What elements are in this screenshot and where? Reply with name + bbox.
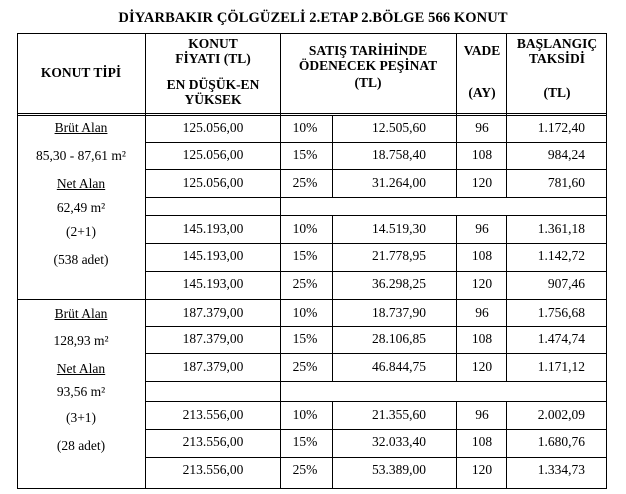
group2-count: (28 adet) <box>56 438 106 453</box>
cell-down-payment: 12.505,60 <box>372 120 426 135</box>
cell-term: 108 <box>471 331 493 346</box>
cell-down-payment: 28.106,85 <box>372 331 426 346</box>
cell-down-payment: 46.844,75 <box>372 359 426 374</box>
cell-installment: 2.002,09 <box>537 407 585 422</box>
cell-term: 120 <box>471 462 493 477</box>
document-title: DİYARBAKIR ÇÖLGÜZELİ 2.ETAP 2.BÖLGE 566 KONUT <box>118 10 508 26</box>
group2-net-label: Net Alan <box>56 361 106 376</box>
cell-percent: 10% <box>292 305 318 320</box>
cell-term: 96 <box>475 221 489 236</box>
group1-gross-value: 85,30 - 87,61 m² <box>36 148 126 163</box>
cell-percent: 15% <box>292 331 318 346</box>
header-down-line3: (TL) <box>354 75 382 90</box>
cell-percent: 25% <box>292 359 318 374</box>
cell-price: 213.556,00 <box>182 407 244 422</box>
group1-rooms: (2+1) <box>65 224 97 239</box>
header-inst-line1: BAŞLANGIÇ <box>516 36 598 51</box>
header-price-line3: EN DÜŞÜK-EN <box>166 77 260 92</box>
cell-percent: 10% <box>292 221 318 236</box>
header-konut-tipi: KONUT TİPİ <box>40 65 122 80</box>
cell-installment: 1.172,40 <box>537 120 585 135</box>
cell-installment: 781,60 <box>547 175 585 190</box>
cell-installment: 1.334,73 <box>537 462 585 477</box>
cell-term: 108 <box>471 147 493 162</box>
cell-down-payment: 32.033,40 <box>372 434 426 449</box>
header-inst-line2: TAKSİDİ <box>528 51 586 66</box>
cell-price: 187.379,00 <box>182 331 244 346</box>
group1-count: (538 adet) <box>53 252 109 267</box>
cell-percent: 15% <box>292 248 318 263</box>
cell-price: 187.379,00 <box>182 359 244 374</box>
cell-percent: 15% <box>292 147 318 162</box>
cell-term: 120 <box>471 175 493 190</box>
group2-gross-value: 128,93 m² <box>53 333 109 348</box>
header-down-line2: ÖDENECEK PEŞİNAT <box>298 58 438 73</box>
cell-percent: 10% <box>292 407 318 422</box>
cell-percent: 25% <box>292 276 318 291</box>
cell-price: 187.379,00 <box>182 305 244 320</box>
cell-price: 213.556,00 <box>182 462 244 477</box>
cell-installment: 907,46 <box>547 276 585 291</box>
cell-term: 120 <box>471 276 493 291</box>
cell-down-payment: 21.355,60 <box>372 407 426 422</box>
cell-percent: 15% <box>292 434 318 449</box>
cell-price: 145.193,00 <box>182 248 244 263</box>
cell-percent: 25% <box>292 175 318 190</box>
group2-rooms: (3+1) <box>65 410 97 425</box>
cell-price: 145.193,00 <box>182 276 244 291</box>
cell-installment: 1.361,18 <box>537 221 585 236</box>
header-price-line4: YÜKSEK <box>184 92 242 107</box>
cell-price: 125.056,00 <box>182 120 244 135</box>
cell-price: 125.056,00 <box>182 147 244 162</box>
header-down-line1: SATIŞ TARİHİNDE <box>308 43 428 58</box>
cell-down-payment: 18.758,40 <box>372 147 426 162</box>
cell-installment: 1.680,76 <box>537 434 585 449</box>
group1-gross-label: Brüt Alan <box>54 120 108 135</box>
cell-term: 96 <box>475 305 489 320</box>
price-table <box>17 33 607 489</box>
cell-term: 108 <box>471 434 493 449</box>
cell-term: 108 <box>471 248 493 263</box>
cell-installment: 1.474,74 <box>537 331 585 346</box>
header-price-line2: FİYATI (TL) <box>175 51 251 66</box>
cell-price: 145.193,00 <box>182 221 244 236</box>
cell-down-payment: 21.778,95 <box>372 248 426 263</box>
cell-installment: 1.756,68 <box>537 305 585 320</box>
cell-installment: 1.142,72 <box>537 248 585 263</box>
cell-price: 213.556,00 <box>182 434 244 449</box>
header-price-line1: KONUT <box>188 36 238 51</box>
cell-installment: 1.171,12 <box>537 359 585 374</box>
cell-installment: 984,24 <box>547 147 585 162</box>
cell-down-payment: 36.298,25 <box>372 276 426 291</box>
cell-price: 125.056,00 <box>182 175 244 190</box>
cell-term: 120 <box>471 359 493 374</box>
cell-down-payment: 14.519,30 <box>372 221 426 236</box>
cell-percent: 10% <box>292 120 318 135</box>
group2-net-value: 93,56 m² <box>56 384 106 399</box>
cell-term: 96 <box>475 120 489 135</box>
cell-down-payment: 31.264,00 <box>372 175 426 190</box>
group2-gross-label: Brüt Alan <box>54 306 108 321</box>
group1-net-label: Net Alan <box>56 176 106 191</box>
cell-down-payment: 53.389,00 <box>372 462 426 477</box>
cell-term: 96 <box>475 407 489 422</box>
group1-net-value: 62,49 m² <box>56 200 106 215</box>
header-term-line1: VADE <box>463 43 501 58</box>
cell-down-payment: 18.737,90 <box>372 305 426 320</box>
cell-percent: 25% <box>292 462 318 477</box>
header-term-line2: (AY) <box>468 85 496 100</box>
header-inst-line3: (TL) <box>543 85 571 100</box>
